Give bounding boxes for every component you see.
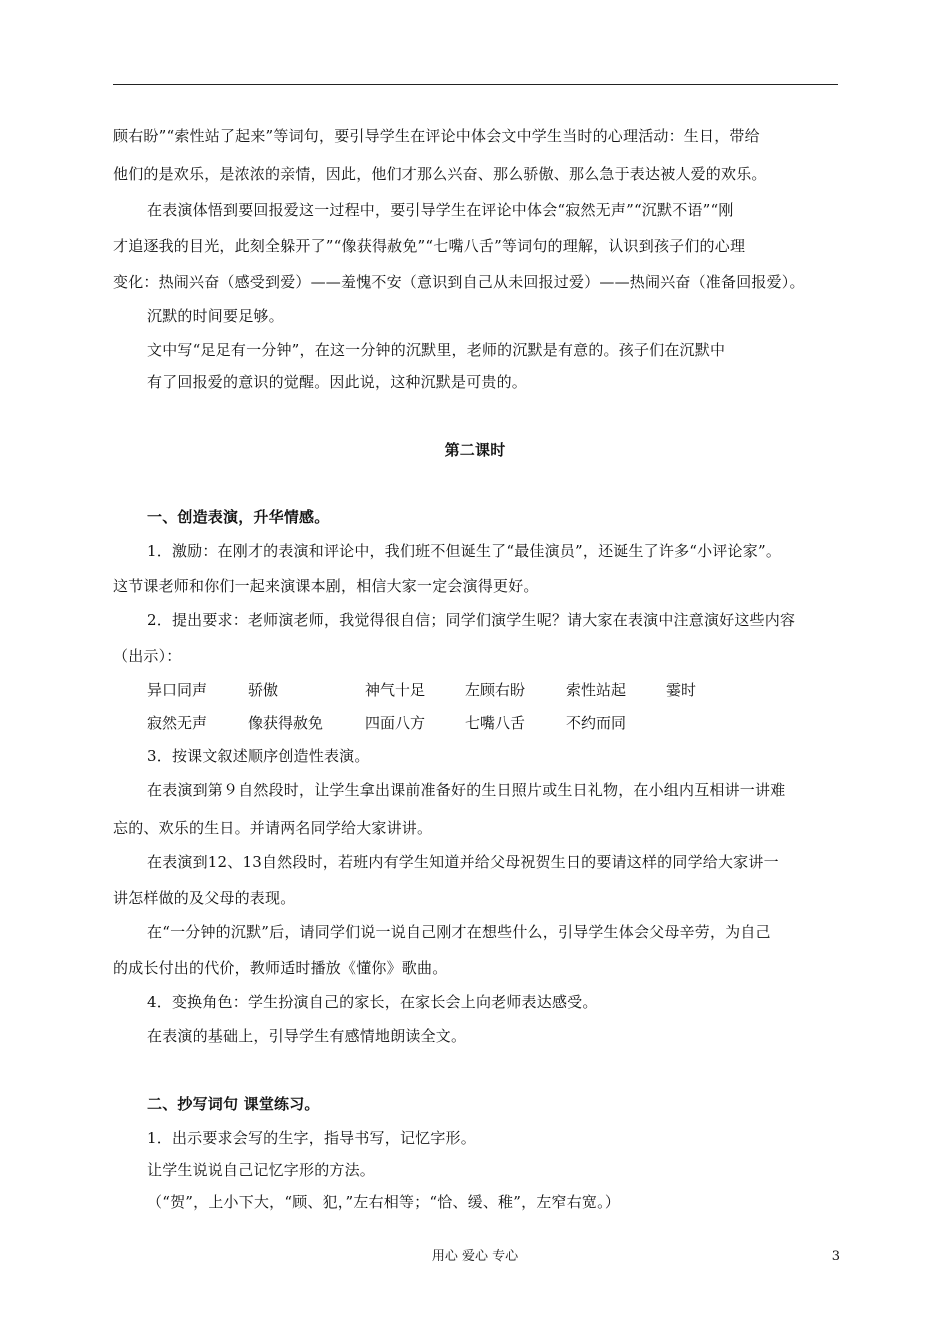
- page-number: 3: [831, 1249, 840, 1264]
- part2-heading: 二、抄写词句 课堂练习。: [147, 1095, 320, 1113]
- paragraph-line: （“贺”，上小下大，“顾、犯，”左右相等；“恰、缓、稚”，左窄右宽。）: [147, 1193, 621, 1211]
- vocab-word: 七嘴八舌: [465, 714, 526, 732]
- paragraph-line: 他们的是欢乐，是浓浓的亲情，因此，他们才那么兴奋、那么骄傲、那么急于表达被人爱的欢乐。: [113, 165, 767, 183]
- header-rule: [113, 84, 838, 85]
- paragraph-line: 这节课老师和你们一起来演课本剧，相信大家一定会演得更好。: [113, 577, 539, 595]
- footer-motto: 用心 爱心 专心: [431, 1249, 519, 1264]
- vocab-word: 像获得赦免: [248, 714, 324, 732]
- vocab-word: 骄傲: [248, 681, 279, 699]
- paragraph-line: 在表演到12、13自然段时，若班内有学生知道并给父母祝贺生日的要请这样的同学给大家讲一: [147, 853, 779, 871]
- paragraph-line: 让学生说说自己记忆字形的方法。: [147, 1161, 376, 1179]
- paragraph-line: 变化：热闹兴奋（感受到爱）——羞愧不安（意识到自己从未回报过爱）——热闹兴奋（准备回报爱）。: [113, 273, 805, 291]
- vocab-word: 神气十足: [365, 681, 426, 699]
- paragraph-line: （出示）：: [113, 647, 182, 665]
- paragraph-line: 2．提出要求：老师演老师，我觉得很自信；同学们演学生呢？请大家在表演中注意演好这些内容: [147, 611, 796, 629]
- paragraph-line: 讲怎样做的及父母的表现。: [113, 889, 296, 907]
- part1-heading: 一、创造表演，升华情感。: [147, 508, 330, 526]
- vocab-word: 寂然无声: [147, 714, 208, 732]
- paragraph-line: 有了回报爱的意识的觉醒。因此说，这种沉默是可贵的。: [147, 373, 528, 391]
- section-title: 第二课时: [444, 441, 506, 459]
- paragraph-line: 1．激励：在刚才的表演和评论中，我们班不但诞生了“最佳演员”，还诞生了许多“小评论家”。: [147, 542, 782, 560]
- vocab-word: 异口同声: [147, 681, 208, 699]
- vocab-word: 不约而同: [566, 714, 627, 732]
- paragraph-line: 才追逐我的目光，此刻全躲开了”“像获得赦免”“七嘴八舌”等词句的理解，认识到孩子们的心理: [113, 237, 746, 255]
- paragraph-line: 在表演体悟到要回报爱这一过程中，要引导学生在评论中体会“寂然无声”“沉默不语”“刚: [147, 201, 734, 219]
- paragraph-line: 顾右盼”“索性站了起来”等词句，要引导学生在评论中体会文中学生当时的心理活动：生日，带给: [113, 127, 760, 145]
- paragraph-line: 1．出示要求会写的生字，指导书写，记忆字形。: [147, 1129, 476, 1147]
- paragraph-line: 3．按课文叙述顺序创造性表演。: [147, 747, 370, 765]
- paragraph-line: 文中写“足足有一分钟”，在这一分钟的沉默里，老师的沉默是有意的。孩子们在沉默中: [147, 341, 726, 359]
- paragraph-line: 忘的、欢乐的生日。并请两名同学给大家讲讲。: [113, 819, 433, 837]
- paragraph-line: 4．变换角色：学生扮演自己的家长，在家长会上向老师表达感受。: [147, 993, 598, 1011]
- paragraph-line: 沉默的时间要足够。: [147, 307, 284, 325]
- paragraph-line: 的成长付出的代价，教师适时播放《懂你》歌曲。: [113, 959, 448, 977]
- paragraph-line: 在表演的基础上，引导学生有感情地朗读全文。: [147, 1027, 467, 1045]
- vocab-word: 四面八方: [365, 714, 426, 732]
- vocab-word: 索性站起: [566, 681, 627, 699]
- vocab-word: 霎时: [666, 681, 697, 699]
- paragraph-line: 在“一分钟的沉默”后，请同学们说一说自己刚才在想些什么，引导学生体会父母辛劳，为自己: [147, 923, 771, 941]
- paragraph-line: 在表演到第９自然段时，让学生拿出课前准备好的生日照片或生日礼物，在小组内互相讲一讲难: [147, 781, 786, 799]
- vocab-word: 左顾右盼: [465, 681, 526, 699]
